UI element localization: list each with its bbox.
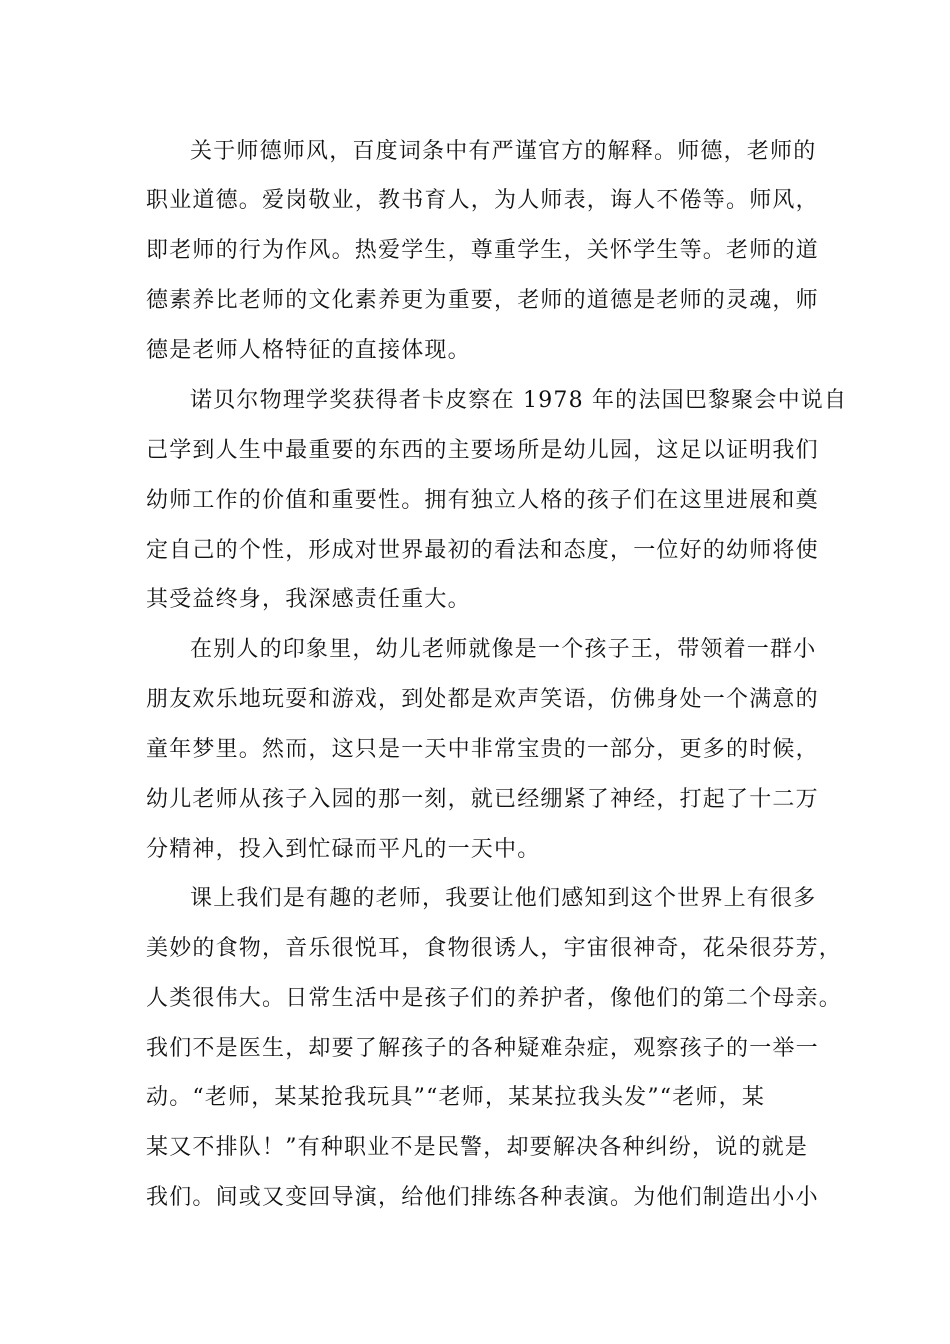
text-line: 幼师工作的价值和重要性。拥有独立人格的孩子们在这里进展和奠 (146, 488, 819, 513)
text-line: 动。“老师，某某抢我玩具”“老师，某某拉我头发”“老师，某 (146, 1085, 766, 1110)
text-line: 某又不排队！”有种职业不是民警，却要解决各种纠纷，说的就是 (146, 1135, 809, 1160)
text-line: 关于师德师风，百度词条中有严谨官方的解释。师德，老师的 (190, 139, 817, 164)
text-line: 朋友欢乐地玩耍和游戏，到处都是欢声笑语，仿佛身处一个满意的 (146, 687, 819, 712)
text-line: 其受益终身，我深感责任重大。 (146, 587, 471, 612)
text-line: 我们不是医生，却要了解孩子的各种疑难杂症，观察孩子的一举一 (146, 1036, 819, 1061)
text-line: 德是老师人格特征的直接体现。 (146, 338, 471, 363)
text-line: 德素养比老师的文化素养更为重要，老师的道德是老师的灵魂，师 (146, 288, 819, 313)
text-line: 在别人的印象里，幼儿老师就像是一个孩子王，带领着一群小 (190, 637, 817, 662)
text-line: 己学到人生中最重要的东西的主要场所是幼儿园，这足以证明我们 (146, 438, 819, 463)
text-line: 幼儿老师从孩子入园的那一刻，就已经绷紧了神经，打起了十二万 (146, 787, 819, 812)
text-line: 人类很伟大。日常生活中是孩子们的养护者，像他们的第二个母亲。 (146, 986, 843, 1011)
text-line: 职业道德。爱岗敬业，教书育人，为人师表，诲人不倦等。师风， (146, 188, 819, 213)
text-line: 即老师的行为作风。热爱学生，尊重学生，关怀学生等。老师的道 (146, 238, 819, 263)
text-line: 课上我们是有趣的老师，我要让他们感知到这个世界上有很多 (190, 886, 817, 911)
text-line: 我们。间或又变回导演，给他们排练各种表演。为他们制造出小小 (146, 1185, 819, 1210)
text-line: 分精神，投入到忙碌而平凡的一天中。 (146, 837, 541, 862)
text-line: 美妙的食物，音乐很悦耳，食物很诱人，宇宙很神奇，花朵很芬芳， (146, 936, 843, 961)
text-line: 诺贝尔物理学奖获得者卡皮察在 1978 年的法国巴黎聚会中说自 (190, 388, 848, 413)
text-line: 童年梦里。然而，这只是一天中非常宝贵的一部分，更多的时候， (146, 737, 819, 762)
text-line: 定自己的个性，形成对世界最初的看法和态度，一位好的幼师将使 (146, 538, 819, 563)
